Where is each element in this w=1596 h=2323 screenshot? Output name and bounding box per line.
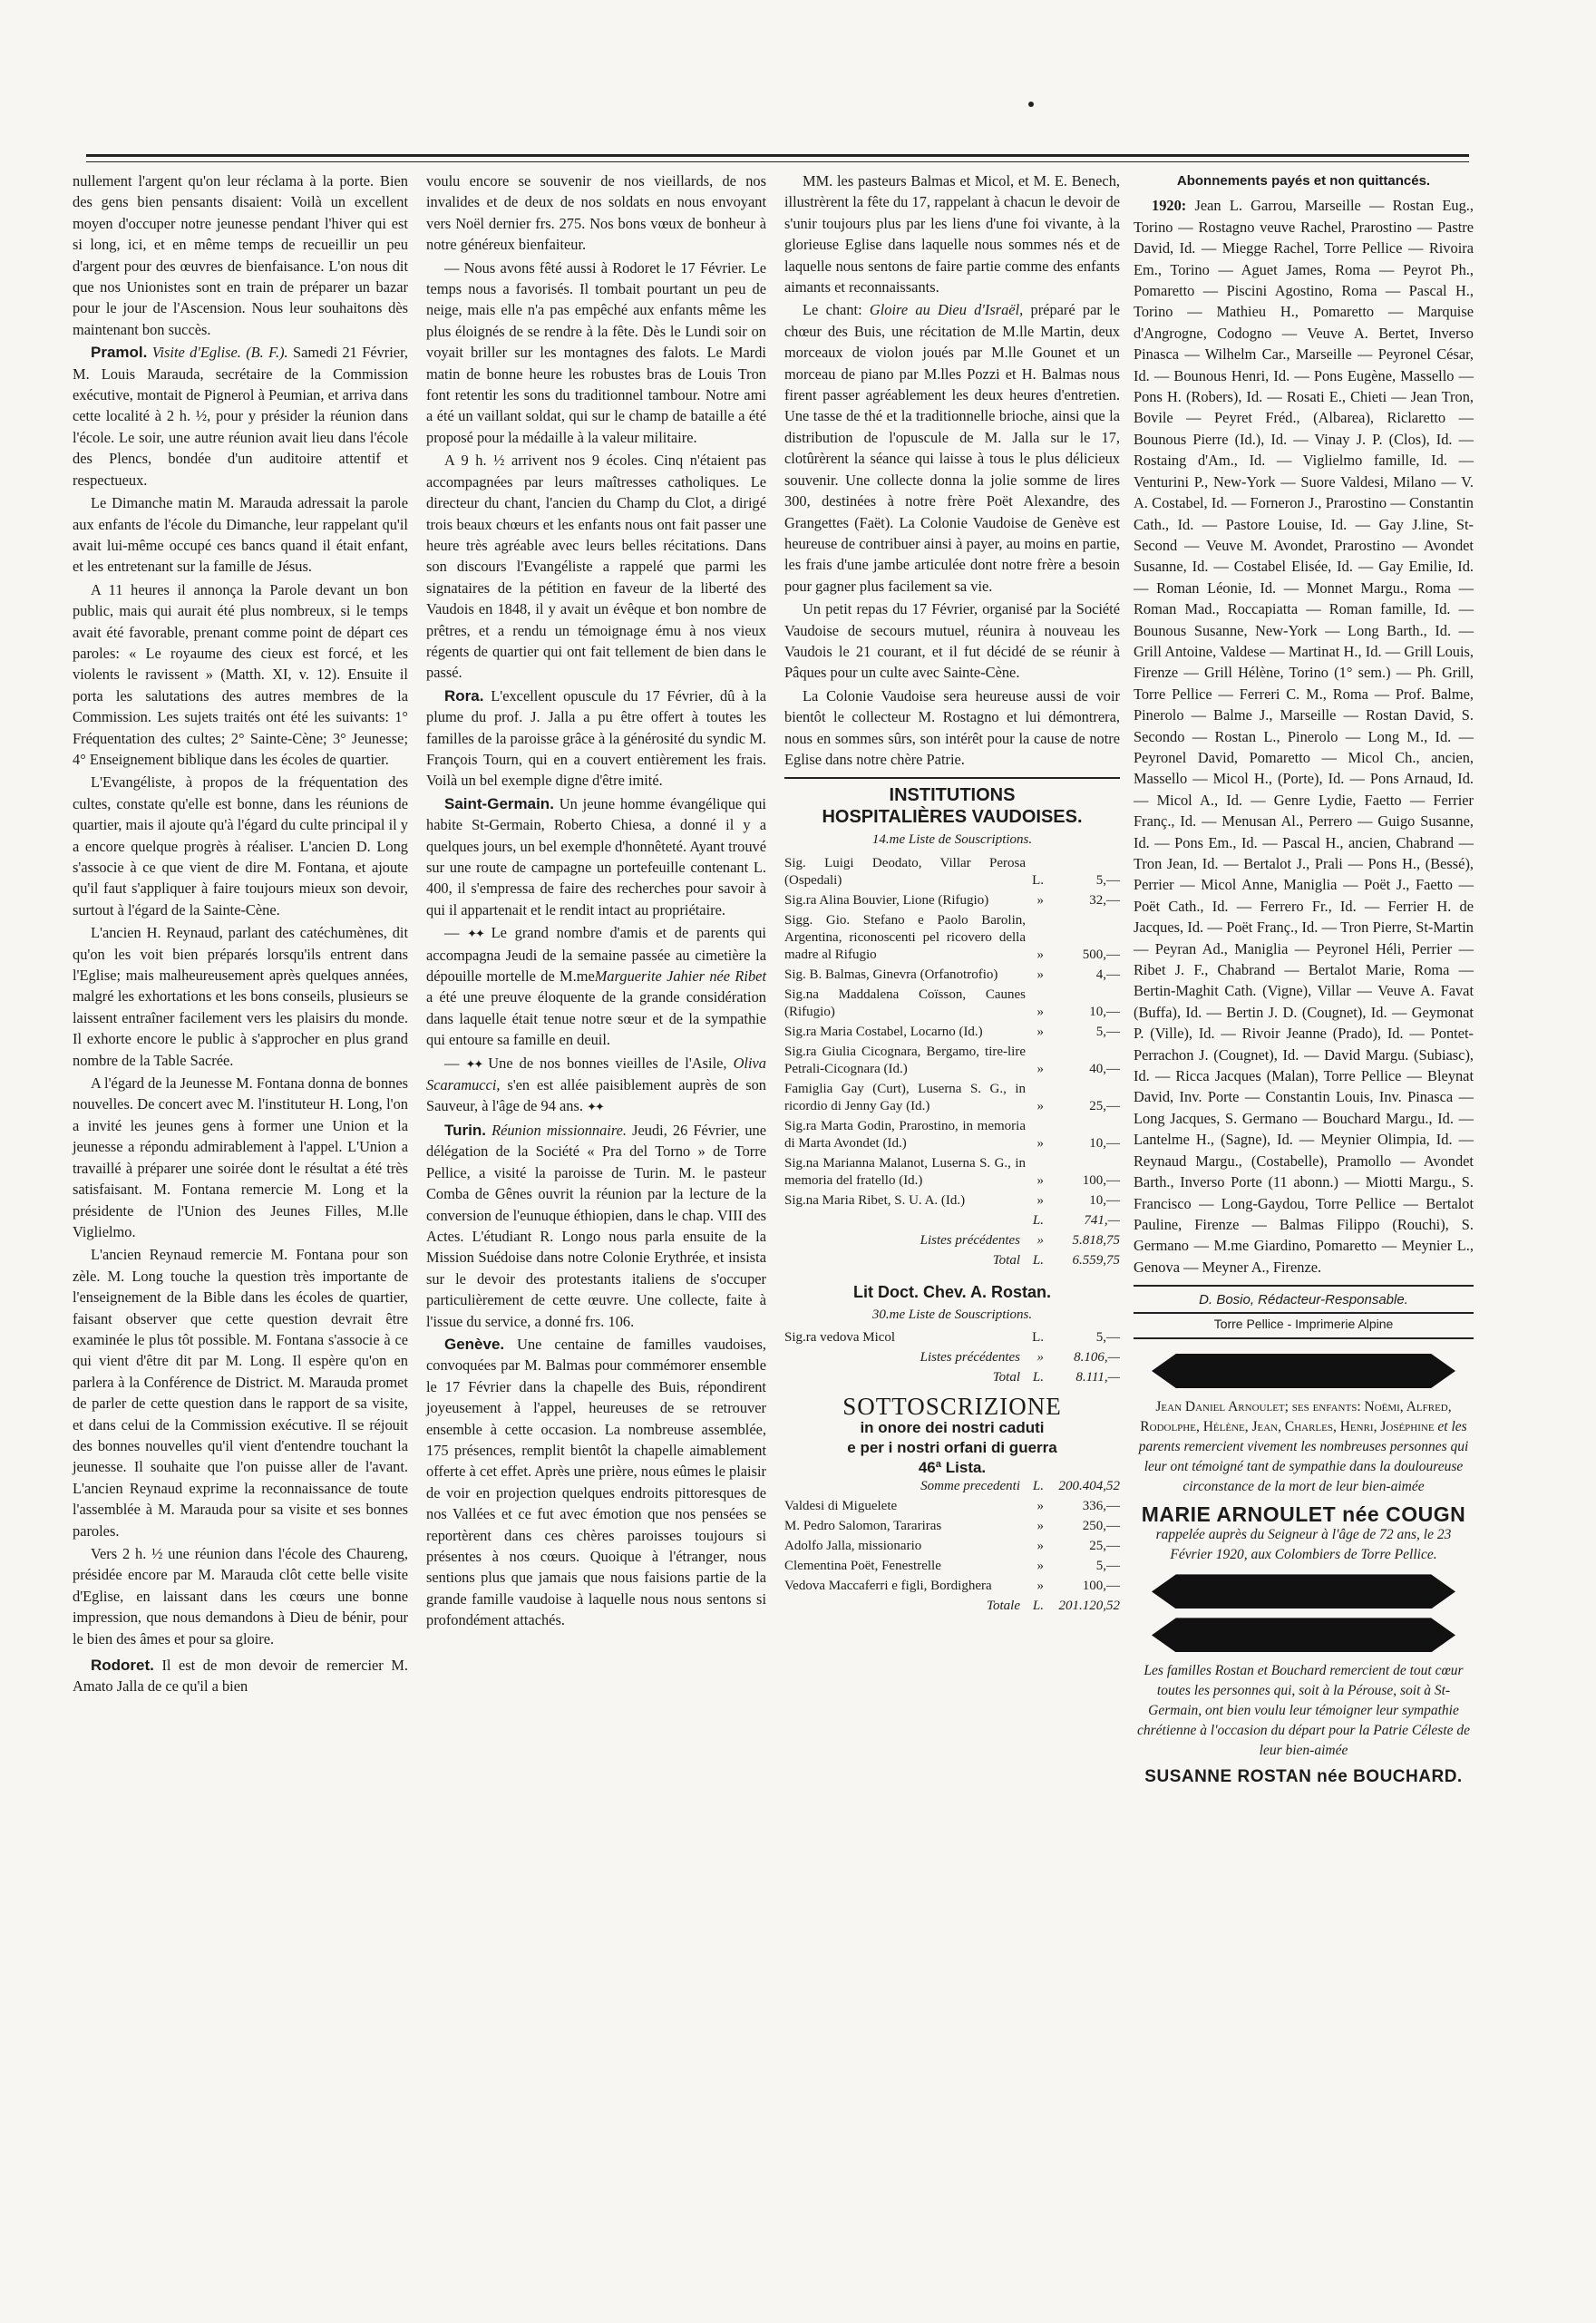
place-heading: Rodoret. [91,1657,154,1675]
place-heading: Saint-Germain. [444,794,554,812]
sottoscrizione-table [784,1478,1120,1618]
entry-amount: 5,— [1095,1330,1120,1346]
place-heading: Rora. [444,686,484,705]
paragraph [426,1334,766,1631]
entry-amount: 100,— [1082,1578,1120,1593]
paragraph-text: Un jeune homme évangélique qui habite St-Germain, Roberto Chiesa, a donné il y a quelques jours, un bel exemple d'honnêteté. Ayant trouvé sur une route de campagne un portefeuille contenant L. 400, il s'empressa de faire des recherches pour savoir à qui il appartenait et le rendit intact au propriétaire. [426,794,766,919]
paragraph: Le Dimanche matin M. Marauda adressait la parole aux enfants de l'école du Dimanche, leur rappelant qu'il avait lui-même occupé ces bancs quand il était enfant, et les entretenant sur la famille de Jésus. [73,494,408,576]
entry-name: Sig.na Maria Ribet, S. U. A. (Id.) [784,1192,966,1208]
entry-currency: » [1036,1350,1044,1366]
entry-name: Sig. B. Balmas, Ginevra (Orfanotrofio) [784,967,998,982]
entry-amount: 8.111,— [1075,1370,1120,1385]
entry-currency: » [1036,967,1044,982]
entry-name: Sig.na Maddalena Coïsson, Caunes (Rifugio) [784,987,1026,1019]
entry-name: Sig.ra Giulia Cicognara, Bergamo, tire-lire Petrali-Cicognara (Id.) [784,1044,1026,1076]
paragraph: L'Evangéliste, à propos de la fréquentation des cultes, constate qu'elle est bonne, dans les réunions de quartier, mais il ajoute qu'à l'égard du culte principal il y a encore quelque progrès à réaliser. L'ancien D. Long s'associe à ce que vient de dire M. Fontana, et ajoute qu'il faut s'appliquer à faire toujours mieux son devoir, surtout à l'égard de la Sainte-Cène. [73,773,408,919]
entry-name: Total [992,1370,1020,1385]
paragraph: Un petit repas du 17 Février, organisé par la Société Vaudoise de secours mutuel, réunira à nouveau les Vaudois le 21 courant, et il fut décidé de se réunir à Pâques pour un culte avec Sainte-Cène. [784,600,1120,682]
list-item [784,892,1120,912]
list-item [784,1518,1120,1538]
song-title: Gloire au Dieu d'Israël, [869,301,1024,319]
printer-line: Torre Pellice - Imprimerie Alpine [1134,1314,1474,1339]
paragraph [784,299,1120,597]
paragraph-text: Une de nos bonnes vieilles de l'Asile, [488,1054,727,1072]
entry-currency: L. [1032,1598,1044,1613]
place-heading: Turin. [444,1121,486,1139]
mourning-band [1152,1618,1455,1652]
paragraph-text: Le grand nombre d'amis et de parents qui accompagna Jeudi de la semaine passée au cimetière la dépouille mortelle de M.me [426,924,766,986]
institutions-table [784,855,1120,1272]
entry-currency: » [1036,892,1044,908]
total-row [784,1598,1120,1618]
entry-name: Listes précédentes [920,1350,1020,1366]
entry-currency: » [1036,1558,1044,1573]
entry-amount: 10,— [1089,1135,1120,1151]
entry-currency: » [1036,1172,1044,1188]
entry-currency: L. [1032,1252,1044,1268]
heading-line: HOSPITALIÈRES VAUDOISES. [822,807,1083,828]
notice-text: et les parents remercient vivement les nombreuses personnes qui leur ont témoigné tant de sympathie dans la douloureuse circonstance de la mort de leur bien-aimée [1138,1418,1469,1494]
entry-amount: 500,— [1082,947,1120,962]
entry-name: Listes précédentes [920,1232,1020,1248]
institutions-heading [784,784,1120,828]
list-item [784,1538,1120,1558]
place-heading: Pramol. [91,344,148,362]
list-item [784,1024,1120,1044]
entry-amount: 336,— [1082,1498,1120,1513]
entry-amount: 741,— [1084,1212,1120,1228]
subscriptions-heading: Abonnements payés et non quittancés. [1176,173,1431,189]
section-subtitle: Réunion missionnaire. [491,1121,627,1139]
entry-amount: 25,— [1089,1538,1120,1553]
paragraph [73,1655,408,1697]
entry-amount: 8.106,— [1074,1350,1120,1366]
entry-amount: 6.559,75 [1072,1252,1120,1268]
entry-name: Total [992,1252,1020,1268]
column-1 [73,170,408,1699]
entry-name: Sig.ra Marta Godin, Prarostino, in memoria di Marta Avondet (Id.) [784,1118,1026,1151]
list-item [784,1044,1120,1081]
entry-currency: » [1036,1024,1044,1039]
paragraph: A l'égard de la Jeunesse M. Fontana donna de bonnes nouvelles. De concert avec M. l'instituteur H. Long, l'on a invité les jeunes gens à former une Union et la jeunesse a répondu admirablement à l'appel. L'Union a travaillé à préparer une soirée dont le résultat a été très satisfaisant. M. Fontana remercie M. Long et la présidente de l'Union des Jeunes Filles, M.lle Viglielmo. [73,1074,408,1240]
entry-name [784,1212,1026,1232]
entry-currency: L. [1032,1330,1044,1346]
list-item [784,855,1120,892]
entry-amount: 200.404,52 [1058,1478,1120,1493]
paragraph-text: Il est de mon devoir de remercier M. Amato Jalla de ce qu'il a bien [73,1657,408,1696]
entry-amount: 250,— [1082,1518,1120,1533]
entry-name: Famiglia Gay (Curt), Luserna S. G., in ricordio di Jenny Gay (Id.) [784,1081,1026,1113]
stars-ornament: ✦✦ [467,927,483,941]
entry-currency: » [1036,1098,1044,1113]
paragraph: voulu encore se souvenir de nos vieillards, de nos invalides et de deux de nos soldats en nous envoyant vers Noël dernier frs. 275. Nos bons vœux de bonheur à notre généreux bienfaiteur. [426,172,766,254]
entry-currency: » [1036,1061,1044,1076]
section-subtitle: Visite d'Eglise. (B. F.). [151,344,288,362]
entry-name: M. Pedro Salomon, Tarariras [784,1518,942,1533]
entry-amount: 10,— [1089,1192,1120,1208]
year-label: 1920: [1152,197,1187,215]
entry-name: Sig.ra vedova Micol [784,1330,896,1346]
list-item [784,1578,1120,1598]
entry-currency: L. [1032,872,1044,888]
entry-name: Sigg. Gio. Stefano e Paolo Barolin, Argentina, riconoscenti pel ricovero della madre al Rifugio [784,912,1026,962]
paragraph [73,342,408,491]
entry-amount: 5,— [1095,872,1120,888]
entry-currency: » [1036,1004,1044,1019]
mourning-band [1152,1574,1455,1609]
entry-amount: 25,— [1089,1098,1120,1113]
paragraph [426,793,766,920]
paragraph: L'ancien H. Reynaud, parlant des catéchumènes, dit qu'on les voit bien préparés lorsqu'ils entrent dans l'Eglise; mais malheureusement après quelques années, malgré les exhortations et les bons conseils, plusieurs se laissent entraîner facilement vers les plaisirs du monde. Il exhorte encore le public à s'approcher en plus grand nombre de la Table Sacrée. [73,924,408,1069]
entry-name: Totale [987,1598,1020,1613]
list-item [784,912,1120,967]
subscriptions-list [1134,195,1474,1278]
list-number: 46ª Lista. [918,1458,987,1476]
stars-ornament: ✦✦ [587,1100,603,1114]
entry-currency: » [1036,1498,1044,1513]
mourning-band [1152,1354,1455,1388]
paragraph [426,1120,766,1332]
paragraph: A 9 h. ½ arrivent nos 9 écoles. Cinq n'étaient pas accompagnées par leurs maîtresses catholiques. Le directeur du chant, l'ancien du Champ du Clot, a dirigé trois beaux chœurs et les enfants nous ont fait passer une heure très agréable avec leurs belles récitations. Dans son discours l'Evangéliste a rappelé que parmi les signataires de la pétition en faveur de la liberté des Vaudois en 1848, il y avait un évêque et bon nombre de prêtres, et a rendu un témoignage ému à nos vieux régents de quartier qui ont fait tellement de bien dans le passé. [426,452,766,682]
entry-currency: » [1036,1192,1044,1208]
list-subtitle: 30.me Liste de Souscriptions. [871,1307,1033,1322]
column-2 [426,170,766,1633]
entry-name: Sig.ra Maria Costabel, Locarno (Id.) [784,1024,983,1039]
paragraph: A 11 heures il annonça la Parole devant un bon public, mais qui aurait été plus nombreux, si le temps avait été favorable, prenant comme point de départ ces paroles: « Le royaume des cieux est forcé, et les violents le ravissent » (Matth. XI, v. 12). Ensuite il porta les salutations des autres membres de la Commission. Les sujets traités ont été les suivants: 1° Fréquentation des cultes; 2° Sainte-Cène; 3° Jeunesse; 4° Enseignement biblique dans les écoles de quartier. [73,580,408,768]
previous-row [784,1232,1120,1252]
list-item [784,1155,1120,1192]
section-divider [784,777,1120,779]
deceased-name: Oliva Scaramucci, [426,1054,766,1094]
heading-line: e per i nostri orfani di guerra [847,1438,1057,1456]
entry-amount: 10,— [1089,1004,1120,1019]
lit-heading: Lit Doct. Chev. A. Rostan. [852,1282,1051,1301]
previous-row [784,1478,1120,1498]
entry-currency: » [1036,1518,1044,1533]
entry-name: Sig.na Marianna Malanot, Luserna S. G., in memoria del fratello (Id.) [784,1155,1026,1188]
editor-line [1134,1285,1474,1313]
list-item [784,987,1120,1024]
list-item [784,1498,1120,1518]
paragraph-text: préparé par le chœur des Buis, une récitation de M.lle Martin, deux morceaux de violon joués par M.lle Gounet et un morceau de piano par M.lles Pozzi et H. Balmas nous firent passer agréablement les deux heures d'entretien. Une tasse de thé et la traditionnelle brioche, ainsi que la distribution de l'opuscule de M. Jalla sur le 17, clotûrèrent la séance qui laisse à tous le plus délicieux souvenir. Une collecte donna la jolie somme de lires 300, destinées à notre frère Poët Alexandre, des Grangettes (Faët). La Colonie Vaudoise de Genève est heureuse de contribuer ainsi à payer, au moins en partie, les frais d'une jambe articulée dont notre frère a besoin pour gagner plus facilement sa vie. [784,301,1120,595]
sottoscrizione-heading: SOTTOSCRIZIONE [842,1393,1062,1421]
paragraph: — ✦✦ Le grand nombre d'amis et de parents qui accompagna Jeudi de la semaine passée au cimetière la dépouille mortelle de M.meMarguerite Jahier née Ribet a été une preuve éloquente de la grande considération dans laquelle était tenue notre sœur et de la sympathie qui entoure sa famille en deuil. [426,924,766,1049]
header-rule [86,154,1469,162]
deceased-name: SUSANNE ROSTAN née BOUCHARD. [1144,1767,1463,1787]
deceased-name: MARIE ARNOULET née COUGN [1141,1502,1466,1526]
paragraph-text: Une centaine de familles vaudoises, convoquées par M. Balmas pour commémorer ensemble le 17 Février dans la chapelle des Buis, répondirent joyeusement à l'appel, heureuses de se retrouver ensemble à cette occasion. La nombreuse assemblée, 175 présences, remplit bientôt la chapelle aimablement offerte à cet effet. Après une prière, nous eûmes le plaisir de voir en projection quelques endroits pittoresques de nos Vallées et ce fut avec émotion que nos pensées se reportèrent dans ces chères paroisses toujours si présentes à nos cœurs. Quoique à l'étranger, nous sentions plus que jamais que nous faisions partie de la grande famille vaudoise à laquelle nous nous sentons si profondément attachés. [426,1335,766,1629]
entry-name: Sig.ra Alina Bouvier, Lione (Rifugio) [784,892,989,908]
entry-amount: 100,— [1082,1172,1120,1188]
list-item [784,1081,1120,1118]
entry-currency: » [1036,1578,1044,1593]
list-item [784,1558,1120,1578]
obituary-notice: Les familles Rostan et Bouchard remercient de tout cœur toutes les personnes qui, soit à la Pérouse, soit à St-Germain, ont bien voulu leur témoigner leur sympathie chrétienne à l'occasion du départ pour la Patrie Céleste de leur bien-aimée [1136,1663,1471,1759]
entry-name: Vedova Maccaferri e figli, Bordighera [784,1578,992,1593]
paragraph: L'ancien Reynaud remercie M. Fontana pour son zèle. M. Long touche la question très importante de l'enseignement de la Bible dans les écoles de quartier, faisant observer que cette question devrait être examinée le plus tôt possible. M. Fontana s'associe à ce qui vient d'être dit par M. Long. Il espère qu'on en parlera à la Conférence de District. M. Marauda promet de parler de cette question dans le rapport de sa visite, et dans celui de la Commission exécutive. Il se réjouit des bonnes nouvelles qu'il vient d'entendre touchant la jeunesse. Il souhaite que l'on puisse aller de l'avant. L'ancien Reynaud exprime la reconnaissance de toute l'assemblée à M. Marauda pour sa visite et ses bonnes paroles. [73,1246,408,1540]
entry-amount: 32,— [1089,892,1120,908]
total-row [784,1369,1120,1389]
column-3 [784,170,1120,1618]
entry-currency: » [1036,1538,1044,1553]
print-dot [1028,102,1034,107]
entry-currency: » [1036,1232,1044,1248]
obituary-notice [1134,1397,1474,1497]
editor-name: D. Bosio, Rédacteur-Responsable. [1199,1292,1408,1308]
entry-currency: L. [1032,1370,1044,1385]
entry-currency: » [1036,1135,1044,1151]
entry-name: Adolfo Jalla, missionario [784,1538,922,1553]
entry-amount: 40,— [1089,1061,1120,1076]
paragraph-text: Samedi 21 Février, M. Louis Marauda, secrétaire de la Commission exécutive, montait de Pignerol à Peumian, et arriva dans cette localité à 2 h. ½, pour y présider la réunion dans l'école. Le soir, une autre réunion avait lieu dans l'école des Plencs, bondée d'un auditoire attentif et respectueux. [73,344,408,489]
entry-amount: 5,— [1095,1024,1120,1039]
paragraph-text: Jean L. Garrou, Marseille — Rostan Eug., Torino — Rostagno veuve Rachel, Prarostino — Pastre David, Id. — Miegge Rachel, Torre Pellice — Rivoira Em., Torino — Aguet James, Roma — Peyrot Ph., Pomaretto — Piscini Agostino, Roma — Pascal H., Torino — Mathieu H., Pomaretto — Marquise d'Angrogne, Codogno — Veuve A. Bertet, Inverso Pinasca — Wilhelm Car., Marseille — Peyronel César, Id. — Bounous Henri, Id. — Pons Eugène, Massello — Pons H. (Robers), Id. — Rosati E., Chieti — Jean Tron, Bovile — Peyret Fréd., (Albarea), Riclaretto — Bounous Pierre (Id.), Id. — Vinay J. P. (Clos), Id. — Rostaing d'Am., Id. — Viglielmo famille, Id. — Venturini P., New-York — Suore Valdesi, Milano — V. A. Costabel, Id. — Forneron J., Prarostino — Constantin Cath., Id. — Pastore Louise, Id. — Gay J.line, St-Second — Veuve M. Avondet, Prarostino — Avondet Susanne, Id. — Costabel Elisée, Id. — Gay Emilie, Id. — Roman Léonie, Id. — Monnet Margu., Roma — Roman Mad., Roccapiatta — Roman famille, Id. — Bounous Susanne, New-York — Long Barth., Id. — Grill Antoine, Valdese — Martinat H., Id. — Grill Louis, Firenze — Grill Hélène, Torino (1° sem.) — Ph. Grill, Torre Pellice — Ferreri C. M., Roma — Prof. Balme, Pinerolo — Balme J., Marseille — Rostan David, S. Secondo — Rostan L., Pinerolo — Long M., Id. — Peyronel David, Pomaretto — Micol Ch., ancien, Massello — Micol H., (Porte), Id. — Pons Arnaud, Id. — Micol A., Id. — Genre Lydie, Faetto — Ferrier Franç., Id. — Menusan Al., Perrero — Guigo Susanne, Id. — Pons Em., Id. — Pascal H., ancien, Chabrand — Tron Jean, Id. — Bertalot J., Prali — Pons H., (Bessé), Perrier — Micol Anne, Maniglia — Poët J., Faetto — Poët Cath., Id. — Ferrero Fr., Id. — Ferrier H. de Jacques, Id. — Poët Franç., Id. — Tron Pierre, St-Martin — Peyran Ad., Maniglia — Peyronel Héli, Perrier — Ribet J. F., Chabrand — Bertalot Marie, Roma — Bertin-Maghit Cath. (Vigne), Villar — Veuve A. Favat (Buffa), Id. — Bertin J. D. (Cougnet), Id. — Geymonat P. (Ville), Id. — Rivoir Jeanne (Prado), Id. — Pontet-Perrachon J. (Cougnet), Id. — David Margu. (Subiasc), Id. — Ricca Jacques (Malan), Torre Pellice — Bleynat David, Inv. Porte — Constantin Louis, Inv. Pinasca — Long Jacques, S. Germano — Bouchard Margu., Id. — Lantelme H., (Sagne), Id. — Meynier Olimpia, Id. — Reynaud Margu., (Costabelle), Pramollo — Avondet Barth., Inverso Porte (11 abonn.) — Miotti Margu., S. Francisco — Long-Gaydou, Torre Pellice — Bertalot Pauline, Firenze — Balmas Filippo (Rouchi), S. Germano — M.me Giardino, Pomaretto — Meynier L., Genova — Meyner A., Firenze. [1134,197,1474,1276]
heading-line: in onore dei nostri caduti [860,1418,1045,1436]
paragraph: nullement l'argent qu'on leur réclama à la porte. Bien des gens bien pensants disaient: Voilà un excellent moyen d'occuper notre jeunesse pendant l'hiver qui est si long, ici, et en même temps de recueillir un peu d'argent pour des œuvres de bienfaisance. L'on nous dit que nos Unionistes sont en train de préparer un bazar pour le jour de l'Ascension. Nous leur souhaitons dès maintenant bon succès. [73,172,408,338]
subtotal-row [784,1212,1120,1232]
deceased-name: Marguerite Jahier née Ribet [594,967,766,986]
total-row [784,1252,1120,1272]
list-item [784,1118,1120,1155]
paragraph-text: s'en est allée paisiblement auprès de son Sauveur, à l'âge de 94 ans. [426,1076,766,1115]
entry-currency: L. [1032,1478,1044,1493]
list-item [784,1192,1120,1212]
entry-name: Clementina Poët, Fenestrelle [784,1558,941,1573]
entry-amount: 4,— [1095,967,1120,982]
entry-currency: L. [1032,1212,1044,1228]
paragraph-text: L'excellent opuscule du 17 Février, dû à la plume du prof. J. Jalla a pu être offert à toutes les familles de la paroisse grâce à la générosité du syndic M. François Tourn, qui en a couvert entièrement les frais. Voilà un bel exemple digne d'être imité. [426,686,766,790]
paragraph-text: Le chant: [803,301,862,319]
list-item [784,967,1120,987]
paragraph: — Nous avons fêté aussi à Rodoret le 17 Février. Le temps nous a favorisés. Il tombait pourtant un peu de neige, mais elle n'a pas empêché aux enfants même les plus éloignés de se rendre à la fête. Dès le Lundi soir on voyait briller sur les montagnes des falots. Le Mardi matin de bonne heure les robustes bras de Louis Tron font retentir les sons du traditionnel tambour. Notre ami a été un vaillant soldat, qui sur le champ de bataille a été proposé pour la médaille à la valeur militaire. [426,258,766,446]
paragraph [426,685,766,792]
paragraph-text: Jeudi, 26 Février, une délégation de la Société « Pra del Torno » de Torre Pellice, a visité la paroisse de Turin. M. le pasteur Comba de Gênes ouvrit la réunion par la lecture de la conversion de l'eunuque éthiopien, dans le chap. VIII des Actes. L'étudiant R. Longo nous parla ensuite de la Mission Suédoise dans notre Colonie Erythrée, et insista sur le devoir des protestants italiens de s'occuper particulièrement de cette œuvre. Une collecte, faite à l'issue du service, a donné frs. 106. [426,1121,766,1330]
entry-amount: 5.818,75 [1072,1232,1120,1248]
previous-row [784,1349,1120,1369]
heading-line: INSTITUTIONS [889,785,1016,806]
list-subtitle: 14.me Liste de Souscriptions. [871,832,1033,848]
paragraph-text: a été une preuve éloquente de la grande considération dans laquelle était tenue notre sœur et de la sympathie qui entoure sa famille en deuil. [426,988,766,1049]
notice-text: rappelée auprès du Seigneur à l'âge de 72 ans, le 23 Février 1920, aux Colombiers de Torre Pellice. [1155,1527,1452,1563]
paragraph: — ✦✦ Une de nos bonnes vieilles de l'Asile, Oliva Scaramucci, s'en est allée paisiblement auprès de son Sauveur, à l'âge de 94 ans. ✦✦ [426,1054,766,1115]
entry-amount: 5,— [1095,1558,1120,1573]
place-heading: Genève. [444,1335,505,1353]
lit-table [784,1329,1120,1389]
paragraph: La Colonie Vaudoise sera heureuse aussi de voir bientôt le collecteur M. Rostagno et lui démontrera, nous en sommes sûrs, son intérêt pour la cause de notre Eglise dans notre chère Patrie. [784,686,1120,768]
entry-name: Valdesi di Miguelete [784,1498,898,1513]
entry-amount: 201.120,52 [1058,1598,1120,1613]
stars-ornament: ✦✦ [465,1056,482,1071]
column-4 [1134,170,1474,1788]
family-names: Jean Daniel Arnoulet; ses enfants: Noëmi, Alfred, Rodolphe, Hélène, Jean, Charles, Henri, Joséphine [1140,1398,1452,1434]
entry-currency: » [1036,947,1044,962]
entry-name: Somme precedenti [920,1478,1020,1493]
paragraph: MM. les pasteurs Balmas et Micol, et M. E. Benech, illustrèrent la fête du 17, rappelant à chacun le devoir de s'unir toujours plus par les liens d'une foi vivante, à la glorieuse Eglise dans laquelle nous sommes nés et de laquelle nous sentons de faire partie comme des enfants aimants et reconnaissants. [784,172,1120,296]
list-item [784,1329,1120,1349]
paragraph: Vers 2 h. ½ une réunion dans l'école des Chaureng, présidée encore par M. Marauda clôt cette belle visite d'Eglise, en laissant dans les cœurs une bonne impression, que nous demandons à Dieu de bénir, pour le bien des âmes et pour sa gloire. [73,1545,408,1647]
entry-name: Sig. Luigi Deodato, Villar Perosa (Ospedali) [784,855,1026,888]
